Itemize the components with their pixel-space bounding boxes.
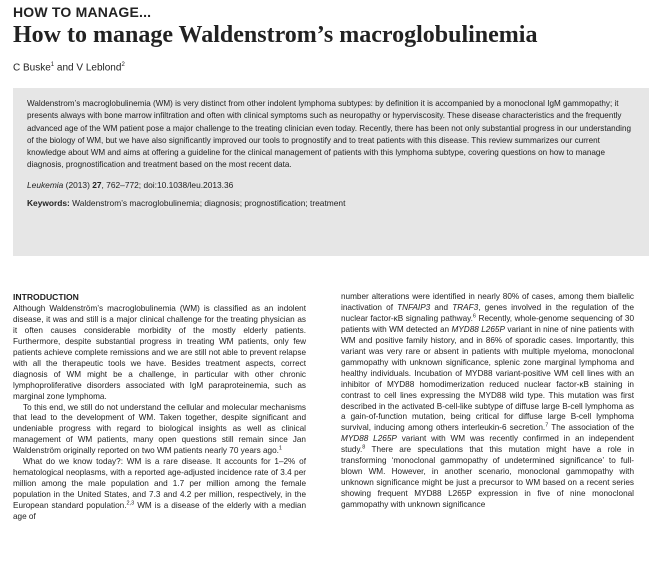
citation <box>27 180 635 190</box>
text-segment: There are speculations that this mutation might have a role in transforming ‘monoclonal gammopathy of undetermined significance’ to full-blown WM. However, in another scenario, monoclonal gammopathy with unknown significance might be just a precursor to WM based on a recent series showing frequent MYD88 L265P expression in five of nine monoclonal gammopathy with unknown significance <box>341 445 634 510</box>
intro-paragraph-2-text: To this end, we still do not understand the cellular and molecular mechanisms that lead to the development of WM. Taken together, despite significant and undeniable progress with regard to biological insights as well as clinical management of WM patients, many open questions still remain since Jan Waldenström originally reported on two WM patients nearly 70 years ago. <box>13 402 306 456</box>
text-segment: Recently, whole-genome sequencing of 30 patients with WM detected an <box>341 313 634 334</box>
abstract-text: Waldenstrom’s macroglobulinemia (WM) is very distinct from other indolent lymphoma subtypes: by definition it is accompanied by a monoclonal IgM gammopathy; it presents always with bone marrow infiltration and often with clinical symptoms such as neuropathy or hyperviscosity. These disease characteristics and the frequently advanced age of the WM patient pose a major challenge to the treating clinician even today. Recently, there has been not only substantial progress in our understanding of the biology of WM, but we have also significantly improved our tools to prognostify and to treat patients with this disease. This review summarizes our current knowledge about WM and aims at offering a guideline for the clinical management of patients with this lymphoma subtype, covering questions on how to manage diagnosis, prognostification and treatment based on the most recent data. <box>27 99 632 170</box>
intro-paragraph-2 <box>13 403 306 458</box>
keywords <box>27 198 635 208</box>
left-column <box>13 292 306 523</box>
author-separator: and <box>54 62 77 74</box>
reference-marker[interactable]: 1 <box>278 445 282 452</box>
text-segment: variant in nine of nine patients with WM and positive family history, and in 86% of sporadic cases. Importantly, this variant was very rare or absent in patients with multiple myeloma, monoclonal gammopathy with unknown significance, splenic zone marginal lymphoma and healthy individuals. Incubation of MYD88 variant-positive WM cell lines with an inhibitor of MYD88 homodimerization reduced nuclear factor-κB staining in contrast to cell lines expressing the MYD88 wild type. This mutation was first described in the activated B-cell-like subtype of diffuse large B-cell lymphoma as a gain-of-function mutation, being critical for diffuse large B-cell lymphoma survival, inducing among others interleukin-6 secretion. <box>341 324 634 433</box>
author-1[interactable]: C Buske <box>13 62 51 74</box>
author-2[interactable]: V Leblond <box>76 62 122 74</box>
text-segment: number alterations were identified in nearly 80% of cases, among them biallelic inactivation of <box>341 292 634 312</box>
text-segment: The association of the <box>548 423 634 433</box>
author-1-affiliation: 1 <box>50 62 55 68</box>
keywords-label: Keywords: <box>27 197 70 208</box>
gene-name: TNFAIP3 <box>397 302 431 312</box>
article-kicker: HOW TO MANAGE... <box>13 4 152 20</box>
reference-marker[interactable]: 8 <box>362 444 366 451</box>
section-heading-introduction: INTRODUCTION <box>13 292 79 302</box>
text-segment: variant with WM was recently confirmed in an independent study. <box>341 434 634 455</box>
abstract-box <box>13 88 649 256</box>
gene-name: MYD88 L265P <box>341 434 397 444</box>
intro-paragraph-3-text-b: WM is a disease of the elderly with a median age of <box>13 501 306 522</box>
author-2-affiliation: 2 <box>121 62 125 68</box>
authors <box>13 62 125 73</box>
gene-name: TRAF3 <box>452 302 479 312</box>
reference-marker[interactable]: 2,3 <box>126 500 135 507</box>
text-segment: , genes involved in the regulation of the nuclear factor-κB signaling pathway. <box>341 302 634 323</box>
intro-paragraph-3-text-a: What do we know today?: WM is a rare disease. It accounts for 1–2% of hematological neoplasms, with a reported age-adjusted incidence rate of 3.4 per million among the male population and 1.7 per million among the female population in the United States, and 7.3 and 4.2 per million, respectively, in the European standard population. <box>13 457 306 511</box>
article-title: How to manage Waldenstrom’s macroglobulinemia <box>13 22 538 48</box>
intro-paragraph-1: Although Waldenström’s macroglobulinemia (WM) is classified as an indolent disease, it was and still is a major clinical challenge for the treating physician as it often causes considerable morbidity of the mostly elderly patients. Furthermore, despite substantial progress in treating WM patients, only few patients achieve complete remissions and we are still not able to prevent relapse with all the therapeutic tools we have. Besides treatment aspects, correct diagnosis of WM might be a challenge, in particular with other chronic lymphoproliferative disorders associated with IgM paraproteinemia, such as marginal zone lymphoma. <box>13 303 306 401</box>
citation-volume: 27 <box>92 179 102 190</box>
keywords-text: Waldenstrom’s macroglobulinemia; diagnosis; prognostification; treatment <box>69 197 346 208</box>
right-column <box>341 292 634 511</box>
right-paragraph-1 <box>341 292 634 511</box>
citation-year: (2013) <box>63 179 93 190</box>
text-segment: and <box>430 302 453 312</box>
citation-doi[interactable]: , 762–772; doi:10.1038/leu.2013.36 <box>101 179 234 190</box>
reference-marker[interactable]: 7 <box>545 422 549 429</box>
reference-marker[interactable]: 6 <box>472 313 476 320</box>
intro-paragraph-3 <box>13 457 306 523</box>
citation-journal: Leukemia <box>27 179 64 190</box>
gene-name: MYD88 L265P <box>451 324 505 334</box>
